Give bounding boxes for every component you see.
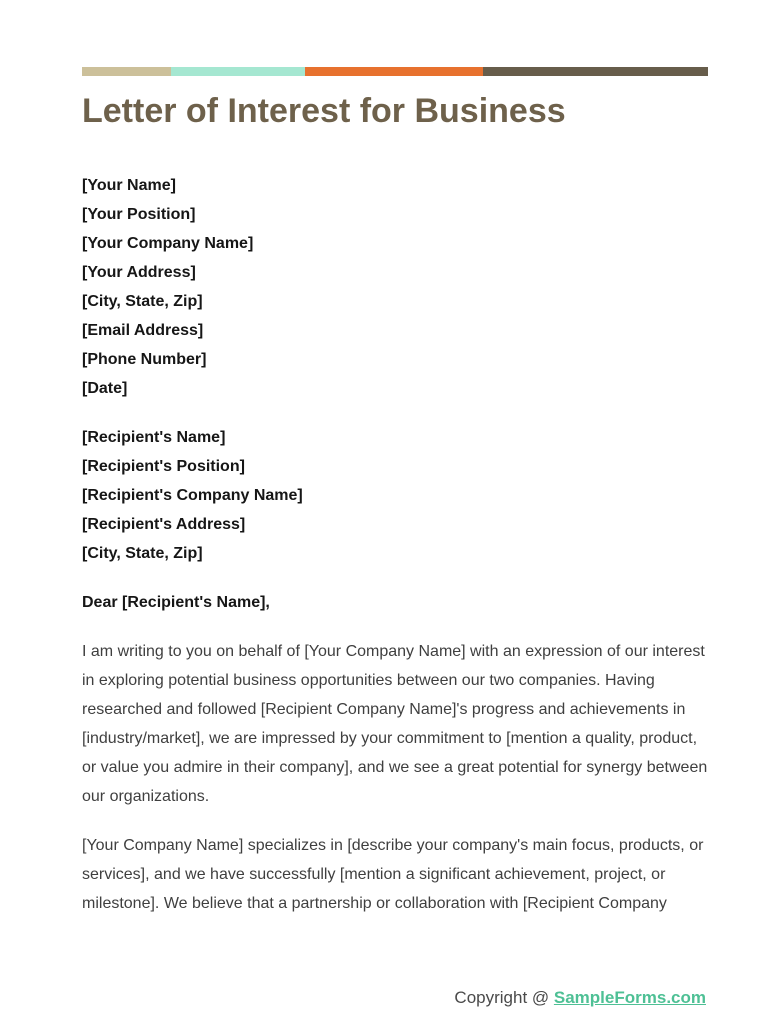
address-line: [Recipient's Address] xyxy=(82,516,246,533)
address-line: [City, State, Zip] xyxy=(82,293,203,310)
accent-bar-segment-mint xyxy=(171,67,305,76)
recipient-block xyxy=(82,423,708,568)
letter-paragraph-1: I am writing to you on behalf of [Your Company Name] with an expression of our interest in exploring potential business opportunities between our two companies. Having researched and followed [Recipient Company Name]'s progress and achievements in [industry/market], we are impressed by your commitment to [mention a quality, product, or value you admire in their company], and we see a great potential for synergy between our organizations. xyxy=(82,643,708,805)
accent-bar-segment-brown xyxy=(483,67,708,76)
address-line: [Your Name] xyxy=(82,177,176,194)
address-line: [Recipient's Position] xyxy=(82,458,245,475)
salutation: Dear [Recipient's Name], xyxy=(82,594,270,611)
letter-paragraph-2: [Your Company Name] specializes in [describe your company's main focus, products, or services], and we have successfully [mention a significant achievement, project, or milestone]. We believe that a partnership or collaboration with [Recipient Company xyxy=(82,837,704,912)
accent-bar xyxy=(82,67,708,76)
address-line: [City, State, Zip] xyxy=(82,545,203,562)
address-line: [Recipient's Name] xyxy=(82,429,226,446)
accent-bar-segment-tan xyxy=(82,67,171,76)
address-line: [Your Company Name] xyxy=(82,235,254,252)
copyright-text: Copyright @ xyxy=(454,988,554,1007)
address-line: [Date] xyxy=(82,380,128,397)
address-line: [Recipient's Company Name] xyxy=(82,487,303,504)
accent-bar-segment-orange xyxy=(305,67,483,76)
address-line: [Phone Number] xyxy=(82,351,207,368)
sender-block xyxy=(82,171,708,403)
address-line: [Your Address] xyxy=(82,264,196,281)
footer-link[interactable]: SampleForms.com xyxy=(553,988,706,1007)
address-line: [Email Address] xyxy=(82,322,204,339)
footer xyxy=(454,988,706,1008)
address-line: [Your Position] xyxy=(82,206,196,223)
page-title: Letter of Interest for Business xyxy=(82,92,566,130)
